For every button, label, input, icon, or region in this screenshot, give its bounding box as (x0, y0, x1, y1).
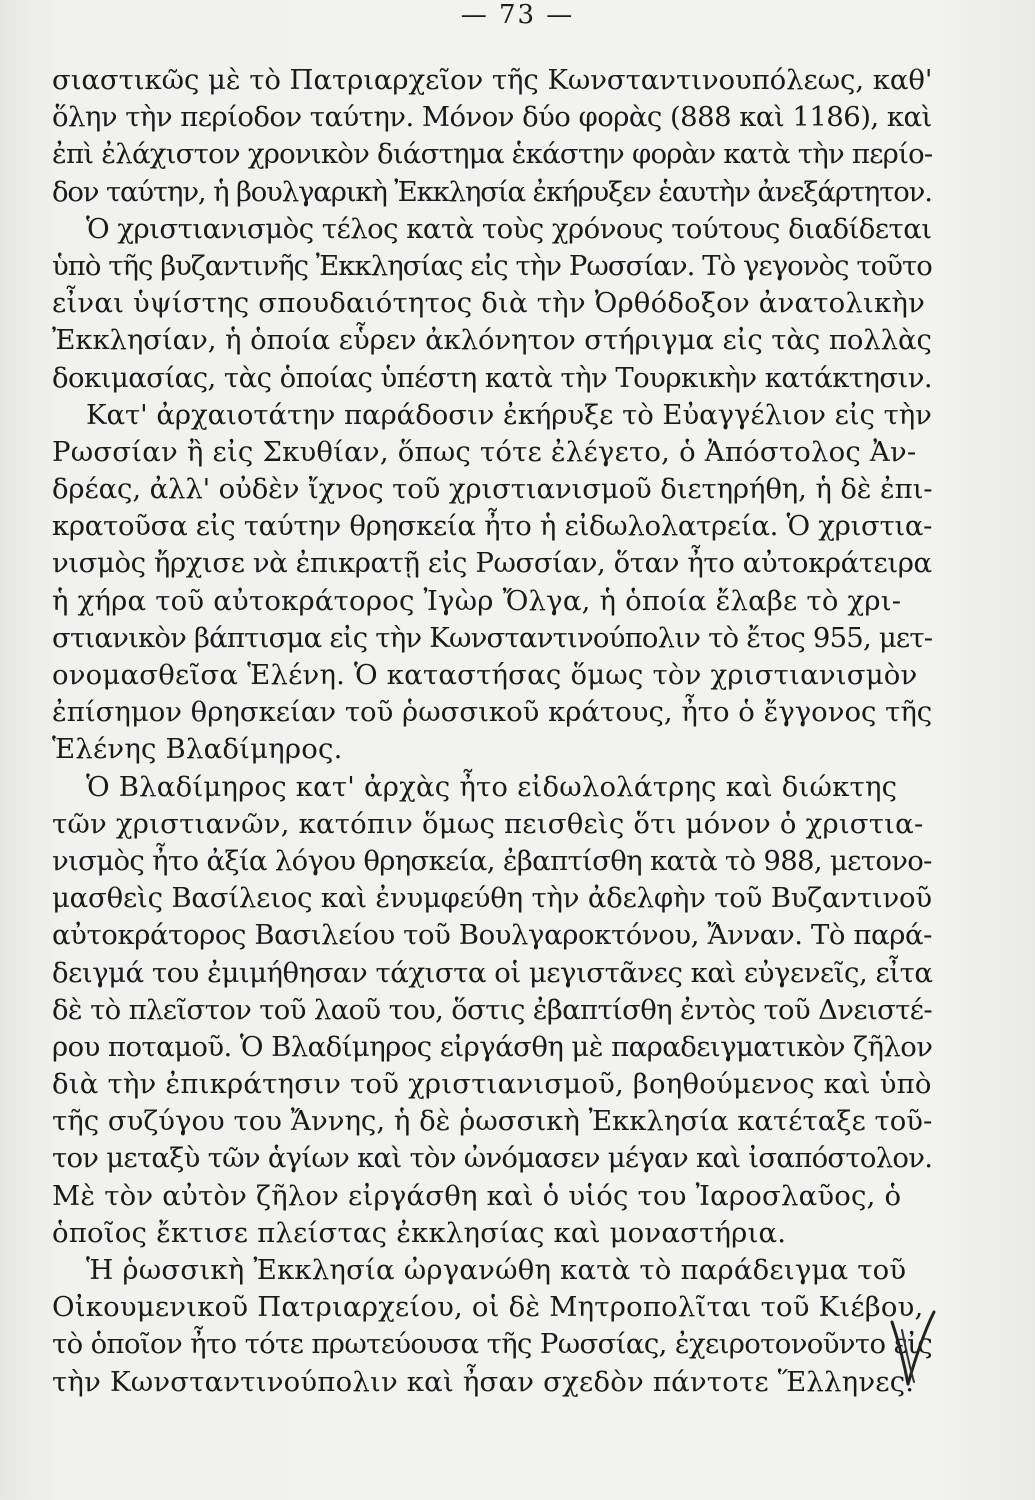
text-line: νισμὸς ἦτο ἀξία λόγου θρησκεία, ἐβαπτίσθη κατὰ τὸ 988, μετονο- (52, 844, 932, 877)
text-line: ὁποῖος ἔκτισε πλείστας ἐκκλησίας καὶ μοναστήρια. (52, 1216, 787, 1249)
text-line: διὰ τὴν ἐπικράτησιν τοῦ χριστιανισμοῦ, βοηθούμενος καὶ ὑπὸ (52, 1068, 932, 1101)
text-line: Κατ' ἀρχαιοτάτην παράδοσιν ἐκήρυξε τὸ Εὐαγγέλιον εἰς τὴν (86, 398, 932, 431)
text-line: δειγμά του ἐμιμήθησαν τάχιστα οἱ μεγιστᾶνες καὶ εὐγενεῖς, εἶτα (52, 956, 933, 989)
body-text (52, 62, 932, 1401)
text-line: ἐπὶ ἐλάχιστον χρονικὸν διάστημα ἑκάστην φορὰν κατὰ τὴν περίο- (52, 138, 933, 171)
text-line: τον μεταξὺ τῶν ἁγίων καὶ τὸν ὠνόμασεν μέγαν καὶ ἰσαπόστολον. (52, 1142, 933, 1175)
text-line: Ἡ ῥωσσικὴ Ἐκκλησία ὠργανώθη κατὰ τὸ παράδειγμα τοῦ (86, 1254, 907, 1286)
text-line: Οἰκουμενικοῦ Πατριαρχείου, οἱ δὲ Μητροπολῖται τοῦ Κιέβου, (52, 1291, 924, 1324)
text-line: ἐπίσημον θρησκείαν τοῦ ῥωσσικοῦ κράτους, ἦτο ὁ ἔγγονος τῆς (52, 696, 933, 729)
text-line: τῆς συζύγου του Ἄννης, ἡ δὲ ῥωσσικὴ Ἐκκλησία κατέταξε τοῦ- (52, 1105, 933, 1138)
text-line: Μὲ τὸν αὐτὸν ζῆλον εἰργάσθη καὶ ὁ υἱός του Ἰαροσλαῦος, ὁ (52, 1179, 902, 1212)
text-line: δρέας, ἀλλ' οὐδὲν ἴχνος τοῦ χριστιανισμοῦ διετηρήθη, ἡ δὲ ἐπι- (52, 473, 933, 506)
page-number: — 73 — (460, 0, 575, 30)
text-line: Ὁ χριστιανισμὸς τέλος κατὰ τοὺς χρόνους τούτους διαδίδεται (86, 212, 932, 245)
text-line: κρατοῦσα εἰς ταύτην θρησκεία ἦτο ἡ εἰδωλολατρεία. Ὁ χριστια- (52, 510, 933, 543)
text-line: δὲ τὸ πλεῖστον τοῦ λαοῦ του, ὅστις ἐβαπτίσθη ἐντὸς τοῦ Δνειστέ- (52, 993, 932, 1026)
text-line: ονομασθεῖσα Ἑλένη. Ὁ καταστήσας ὅμως τὸν χριστιανισμὸν (52, 659, 918, 691)
text-line: Ἑλένης Βλαδίμηρος. (52, 733, 343, 766)
text-line: εἶναι ὑψίστης σπουδαιότητος διὰ τὴν Ὀρθόδοξον ἀνατολικὴν (52, 287, 926, 320)
text-line: τὴν Κωνσταντινούπολιν καὶ ἦσαν σχεδὸν πάντοτε Ἕλληνες. (52, 1365, 915, 1398)
text-line: Ρωσσίαν ἢ εἰς Σκυθίαν, ὅπως τότε ἐλέγετο, ὁ Ἀπόστολος Ἀν- (52, 435, 917, 468)
text-line: τὸ ὁποῖον ἦτο τότε πρωτεύουσα τῆς Ρωσσίας, ἐχειροτονοῦντο εἰς (52, 1328, 932, 1361)
text-line: νισμὸς ἤρχισε νὰ ἐπικρατῇ εἰς Ρωσσίαν, ὅταν ἦτο αὐτοκράτειρα (52, 547, 932, 580)
text-line: Ὁ Βλαδίμηρος κατ' ἀρχὰς ἦτο εἰδωλολάτρης καὶ διώκτης (86, 770, 898, 803)
text-line: δον ταύτην, ἡ βουλγαρικὴ Ἐκκλησία ἐκήρυξεν ἑαυτὴν ἀνεξάρτητον. (52, 175, 932, 208)
text-line: στιανικὸν βάπτισμα εἰς τὴν Κωνσταντινούπολιν τὸ ἔτος 955, μετ- (52, 621, 933, 654)
text-line: αὐτοκράτορος Βασιλείου τοῦ Βουλγαροκτόνου, Ἄνναν. Τὸ παρά- (52, 919, 933, 952)
text-line: σιαστικῶς μὲ τὸ Πατριαρχεῖον τῆς Κωνσταντινουπόλεως, καθ' (52, 64, 933, 96)
text-line: ὑπὸ τῆς βυζαντινῆς Ἐκκλησίας εἰς τὴν Ρωσσίαν. Τὸ γεγονὸς τοῦτο (52, 249, 932, 282)
text-line: δοκιμασίας, τὰς ὁποίας ὑπέστη κατὰ τὴν Τουρκικὴν κατάκτησιν. (52, 361, 933, 394)
handwritten-mark (888, 1310, 938, 1388)
text-line: Ἐκκλησίαν, ἡ ὁποία εὗρεν ἀκλόνητον στήριγμα εἰς τὰς πολλὰς (52, 324, 932, 357)
text-line: ἡ χήρα τοῦ αὐτοκράτορος Ἰγὼρ Ὄλγα, ἡ ὁποία ἔλαβε τὸ χρι- (52, 584, 902, 617)
text-line: μασθεὶς Βασίλειος καὶ ἐνυμφεύθη τὴν ἀδελφὴν τοῦ Βυζαντινοῦ (52, 882, 932, 915)
text-line: ὅλην τὴν περίοδον ταύτην. Μόνον δύο φορὰς (888 καὶ 1186), καὶ (52, 101, 932, 134)
text-line: ρου ποταμοῦ. Ὁ Βλαδίμηρος εἰργάσθη μὲ παραδειγματικὸν ζῆλον (52, 1030, 933, 1063)
text-line: τῶν χριστιανῶν, κατόπιν ὅμως πεισθεὶς ὅτι μόνον ὁ χριστια- (52, 807, 924, 840)
